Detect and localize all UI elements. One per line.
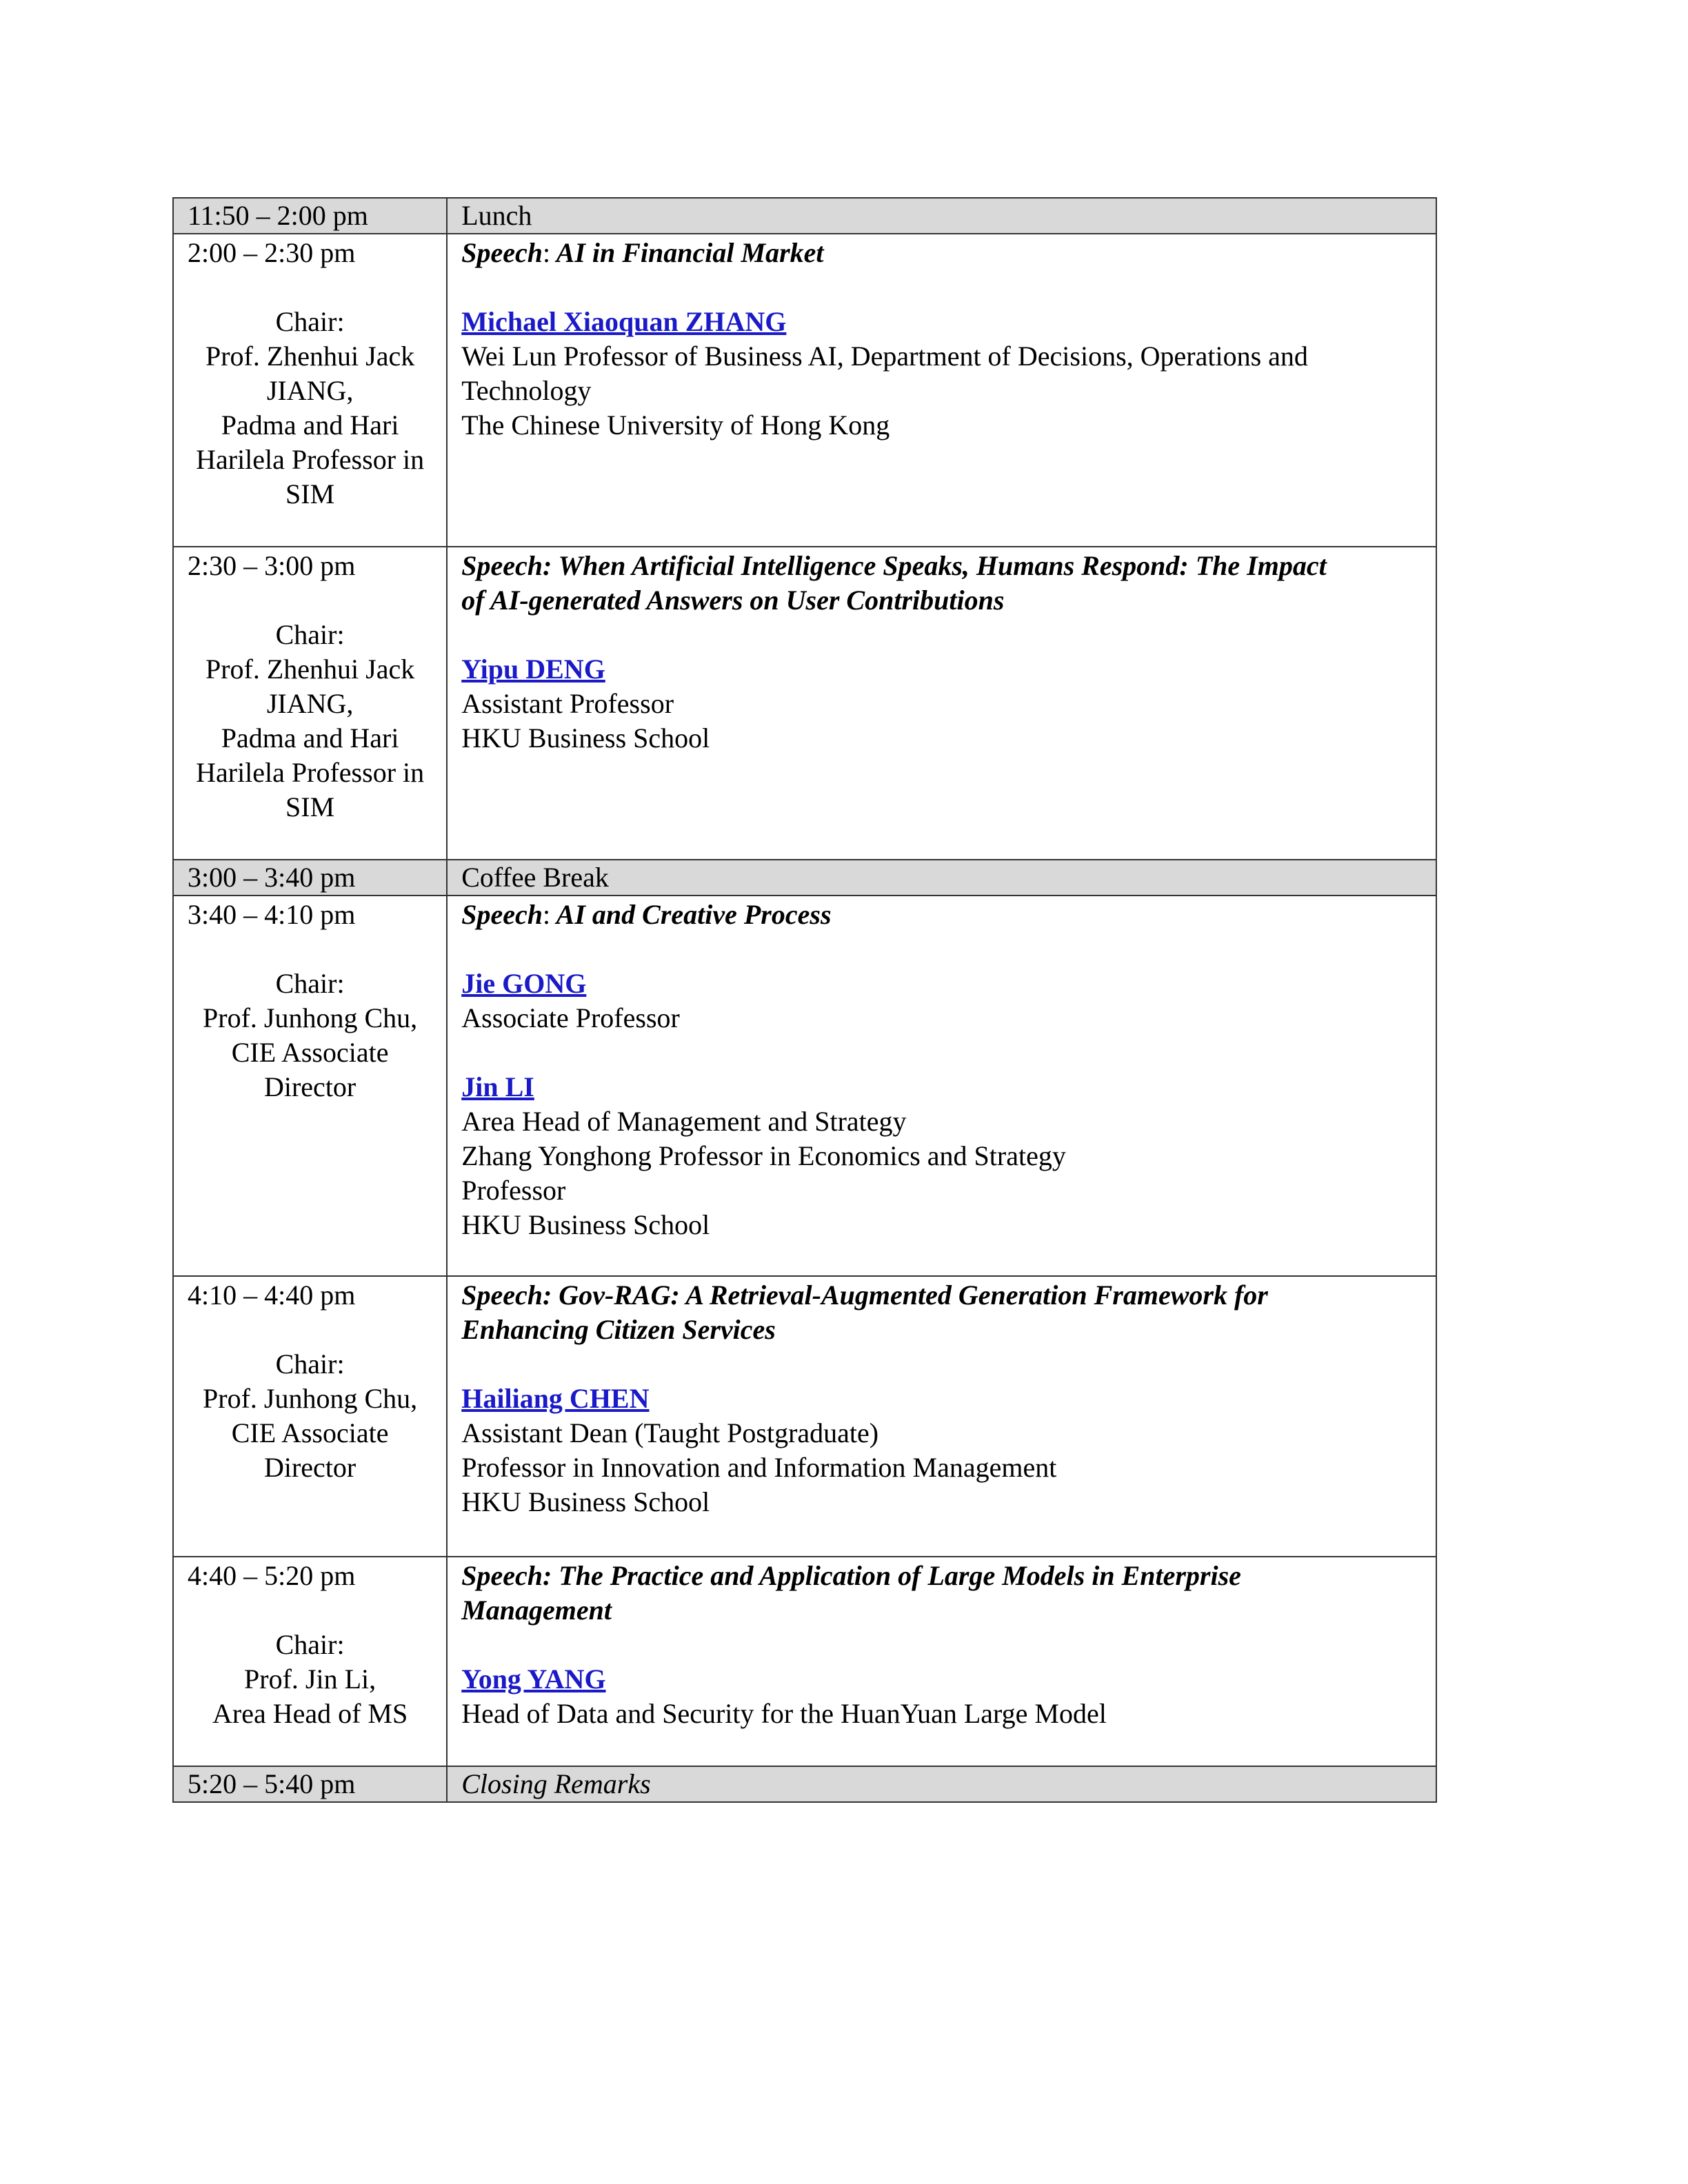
chair-block xyxy=(188,967,432,1104)
speaker-detail: Area Head of Management and Strategy xyxy=(461,1106,907,1137)
speaker-detail: Head of Data and Security for the HuanYuan Large Model xyxy=(461,1698,1107,1729)
chair-line: Padma and Hari xyxy=(221,722,399,754)
table-row-session xyxy=(173,1276,1436,1557)
speaker-link[interactable]: Michael Xiaoquan ZHANG xyxy=(461,306,787,337)
chair-line: Chair: xyxy=(275,306,345,337)
chair-line: CIE Associate xyxy=(231,1037,389,1068)
speaker-detail: Professor xyxy=(461,1175,566,1206)
schedule-table xyxy=(172,197,1437,1803)
chair-block xyxy=(188,1628,432,1731)
chair-line: Chair: xyxy=(275,619,345,650)
speech-title: Management xyxy=(461,1595,612,1626)
speaker-link[interactable]: Jie GONG xyxy=(461,968,587,999)
time-cell: 3:00 – 3:40 pm xyxy=(173,860,447,896)
speaker-link[interactable]: Jin LI xyxy=(461,1071,534,1102)
speech-separator: : xyxy=(543,237,551,268)
speech-title: Speech: The Practice and Application of Large Models in Enterprise xyxy=(461,1560,1241,1591)
chair-line: Prof. Zhenhui Jack xyxy=(205,341,415,372)
chair-line: Harilela Professor in xyxy=(196,444,425,475)
speech-label: Speech xyxy=(461,237,543,268)
speech-title-text: AI and Creative Process xyxy=(550,899,832,930)
session-time: 4:40 – 5:20 pm xyxy=(188,1560,356,1591)
time-cell xyxy=(173,547,447,860)
time-cell xyxy=(173,1276,447,1557)
speech-title-text: AI in Financial Market xyxy=(550,237,824,268)
chair-line: Area Head of MS xyxy=(212,1698,408,1729)
chair-line: SIM xyxy=(285,478,335,509)
speaker-detail: HKU Business School xyxy=(461,722,710,754)
speech-title xyxy=(461,236,1422,270)
time-cell: 5:20 – 5:40 pm xyxy=(173,1766,447,1802)
session-time: 4:10 – 4:40 pm xyxy=(188,1280,356,1311)
chair-line: JIANG, xyxy=(266,375,354,406)
session-time: 2:00 – 2:30 pm xyxy=(188,237,356,268)
session-time: 3:40 – 4:10 pm xyxy=(188,899,356,930)
speaker-detail: Zhang Yonghong Professor in Economics and Strategy xyxy=(461,1140,1066,1171)
table-row-session xyxy=(173,234,1436,547)
speaker-detail: Wei Lun Professor of Business AI, Department of Decisions, Operations and xyxy=(461,341,1308,372)
speech-title: of AI-generated Answers on User Contributions xyxy=(461,585,1005,616)
time-cell: 11:50 – 2:00 pm xyxy=(173,198,447,234)
chair-block xyxy=(188,305,432,512)
chair-line: JIANG, xyxy=(266,688,354,719)
table-row-session xyxy=(173,1557,1436,1766)
speaker-link[interactable]: Yipu DENG xyxy=(461,654,605,685)
time-cell xyxy=(173,896,447,1276)
speaker-detail: Technology xyxy=(461,375,592,406)
speaker-link[interactable]: Yong YANG xyxy=(461,1664,606,1695)
chair-line: Prof. Zhenhui Jack xyxy=(205,654,415,685)
chair-block xyxy=(188,1347,432,1485)
table-row-session xyxy=(173,896,1436,1276)
speech-label: Speech xyxy=(461,899,543,930)
speaker-detail: Associate Professor xyxy=(461,1002,680,1033)
chair-line: Chair: xyxy=(275,1348,345,1379)
speech-title: Enhancing Citizen Services xyxy=(461,1314,776,1345)
chair-line: CIE Associate xyxy=(231,1417,389,1448)
closing-label: Closing Remarks xyxy=(447,1766,1436,1802)
time-cell xyxy=(173,1557,447,1766)
chair-line: Padma and Hari xyxy=(221,410,399,441)
chair-line: SIM xyxy=(285,791,335,822)
speech-title xyxy=(461,898,1422,932)
chair-line: Prof. Jin Li, xyxy=(244,1664,376,1695)
speech-title: Speech: Gov-RAG: A Retrieval-Augmented Generation Framework for xyxy=(461,1280,1268,1311)
speaker-detail: HKU Business School xyxy=(461,1486,710,1517)
table-row-closing xyxy=(173,1766,1436,1802)
chair-line: Harilela Professor in xyxy=(196,757,425,788)
time-cell xyxy=(173,234,447,547)
chair-line: Prof. Junhong Chu, xyxy=(203,1383,418,1414)
speaker-detail: Assistant Dean (Taught Postgraduate) xyxy=(461,1417,879,1448)
chair-line: Director xyxy=(263,1071,356,1102)
speaker-detail: The Chinese University of Hong Kong xyxy=(461,410,890,441)
session-details xyxy=(447,896,1436,1276)
speaker-link[interactable]: Hailiang CHEN xyxy=(461,1383,650,1414)
speech-separator: : xyxy=(543,899,551,930)
chair-line: Director xyxy=(263,1452,356,1483)
table-row-lunch xyxy=(173,198,1436,234)
session-details xyxy=(447,547,1436,860)
speaker-detail: Assistant Professor xyxy=(461,688,674,719)
session-time: 2:30 – 3:00 pm xyxy=(188,550,356,581)
break-label: Lunch xyxy=(447,198,1436,234)
table-row-session xyxy=(173,547,1436,860)
speaker-detail: HKU Business School xyxy=(461,1209,710,1240)
speech-title: Speech: When Artificial Intelligence Speaks, Humans Respond: The Impact xyxy=(461,550,1327,581)
break-label: Coffee Break xyxy=(447,860,1436,896)
table-row-coffee-break xyxy=(173,860,1436,896)
session-details xyxy=(447,234,1436,547)
session-details xyxy=(447,1557,1436,1766)
chair-line: Chair: xyxy=(275,968,345,999)
session-details xyxy=(447,1276,1436,1557)
speaker-detail: Professor in Innovation and Information Management xyxy=(461,1452,1057,1483)
chair-line: Chair: xyxy=(275,1629,345,1660)
chair-block xyxy=(188,618,432,825)
chair-line: Prof. Junhong Chu, xyxy=(203,1002,418,1033)
